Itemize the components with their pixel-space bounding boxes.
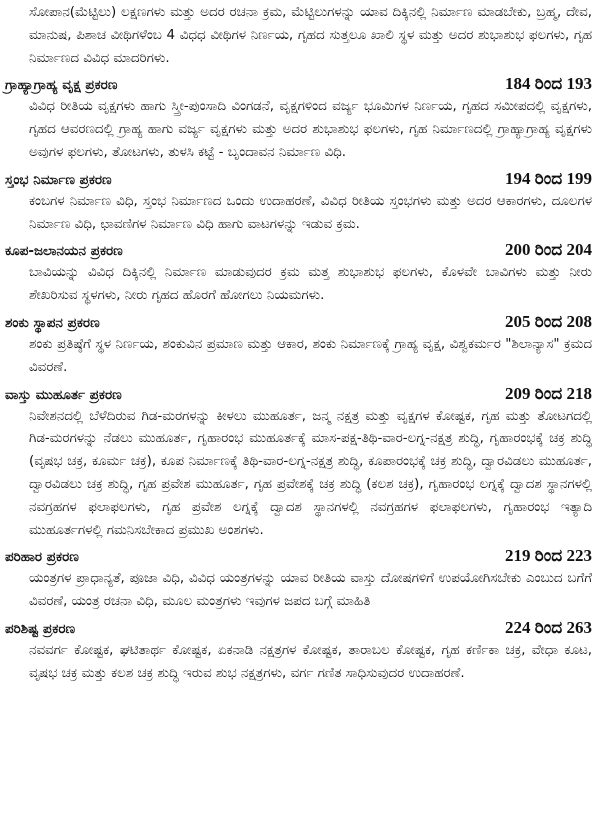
contents-section	[5, 310, 592, 380]
section-title: ಶಂಕು ಸ್ಥಾಪನ ಪ್ರಕರಣ	[5, 314, 100, 331]
section-heading	[5, 382, 592, 406]
contents-section	[5, 616, 592, 686]
section-heading	[5, 616, 592, 640]
section-page-range: 209 ರಿಂದ 218	[505, 383, 592, 403]
intro-paragraph: ಸೋಪಾನ(ಮೆಟ್ಟಿಲು) ಲಕ್ಷಣಗಳು ಮತ್ತು ಅದರ ರಚನಾ ಕ್ರಮ, ಮೆಟ್ಟಿಲುಗಳನ್ನು ಯಾವ ದಿಕ್ಕಿನಲ್ಲಿ ನಿರ್ಮಾಣ ಮಾಡಬೇಕು, ಬ್ರಹ್ಮ, ದೇವ, ಮಾನುಷ, ಪಿಶಾಚ ವೀಥಿಗಳೆಂಬ 4 ವಿಧಧ ವೀಥಿಗಳ ನಿರ್ಣಯ, ಗೃಹದ ಸುತ್ತಲೂ ಖಾಲಿ ಸ್ಥಳ ಮತ್ತು ಅದರ ಶುಭಾಶುಭ ಫಲಗಳು, ಗೃಹ ನಿರ್ಮಾಣದ ವಿವಿಧ ಮಾದರಿಗಳು.	[29, 5, 592, 66]
contents-section	[5, 167, 592, 237]
section-list	[5, 72, 592, 685]
contents-section	[5, 238, 592, 308]
section-description: ಯಂತ್ರಗಳ ಪ್ರಾಧಾನ್ಯತೆ, ಪೂಜಾ ವಿಧಿ, ವಿವಿಧ ಯಂತ್ರಗಳನ್ನು ಯಾವ ರೀತಿಯ ವಾಸ್ತು ದೋಷಗಳಿಗೆ ಉಪಯೋಗಿಸಬೇಕು ಎಂಬುದ ಬಗೆಗೆ ವಿವರಣೆ, ಯಂತ್ರ ರಚನಾ ವಿಧಿ, ಮೂಲ ಮಂತ್ರಗಳು ಇವುಗಳ ಜಪದ ಬಗ್ಗೆ ಮಾಹಿತಿ	[29, 571, 592, 610]
contents-section	[5, 382, 592, 543]
section-title: ಸ್ತಂಭ ನಿರ್ಮಾಣ ಪ್ರಕರಣ	[5, 171, 112, 188]
section-description: ಶಂಕು ಪ್ರತಿಷ್ಠೆಗೆ ಸ್ಥಳ ನಿರ್ಣಯ, ಶಂಕುವಿನ ಪ್ರಮಾಣ ಮತ್ತು ಆಕಾರ, ಶಂಕು ನಿರ್ಮಾಣಕ್ಕೆ ಗ್ರಾಹ್ಯ ವೃಕ್ಷ, ವಿಶ್ವಕರ್ಮರ "ಶಿಲಾನ್ಯಾಸ" ಕ್ರಮದ ವಿವರಣೆ.	[29, 336, 592, 375]
section-heading	[5, 544, 592, 568]
section-page-range: 194 ರಿಂದ 199	[505, 168, 592, 188]
section-page-range: 184 ರಿಂದ 193	[505, 74, 592, 94]
section-title: ಪರಿಹಾರ ಪ್ರಕರಣ	[5, 549, 79, 566]
section-description: ನಿವೇಶನದಲ್ಲಿ ಬೆಳೆದಿರುವ ಗಿಡ-ಮರಗಳನ್ನು ಕೀಳಲು ಮುಹೂರ್ತ, ಜನ್ಮ ನಕ್ಷತ್ರ ಮತ್ತು ವೃಕ್ಷಗಳ ಕೋಷ್ಟಕ, ಗೃಹ ಮತ್ತು ತೋಟಗದಲ್ಲಿ ಗಿಡ-ಮರಗಳನ್ನು ನೆಡಲು ಮುಹೂರ್ತ, ಗೃಹಾರಂಭ ಮುಹೂರ್ತಕ್ಕೆ ಮಾಸ-ಪಕ್ಷ-ತಿಥಿ-ವಾರ-ಲಗ್ನ-ನಕ್ಷತ್ರ ಶುದ್ಧಿ, ಗೃಹಾರಂಭಕ್ಕೆ ಚಕ್ರ ಶುದ್ಧಿ (ವೃಷಭ ಚಕ್ರ, ಕೂರ್ಮ ಚಕ್ರ), ಕೂಪ ನಿರ್ಮಾಣಕ್ಕೆ ತಿಥಿ-ವಾರ-ಲಗ್ನ-ನಕ್ಷತ್ರ ಶುದ್ಧಿ, ಕೂಪಾರಂಭಕ್ಕೆ ಚಕ್ರ ಶುದ್ಧಿ, ದ್ವಾರವಿಡಲು ಮುಹೂರ್ತ, ದ್ವಾರವಿಡಲು ಚಕ್ರ ಶುದ್ಧಿ, ಗೃಹ ಪ್ರವೇಶ ಮುಹೂರ್ತ, ಗೃಹ ಪ್ರವೇಶಕ್ಕೆ ಚಕ್ರ ಶುದ್ಧಿ (ಕಲಶ ಚಕ್ರ), ಗೃಹಾರಂಭ ಲಗ್ನಕ್ಕೆ ದ್ವಾದಶ ಸ್ಥಾನಗಳಲ್ಲಿ ನವಗ್ರಹಗಳ ಫಲಾಫಲಗಳು, ಗೃಹ ಪ್ರವೇಶ ಲಗ್ನಕ್ಕೆ ದ್ವಾದಶ ಸ್ಥಾನಗಳಲ್ಲಿ ನವಗ್ರಹಗಳ ಫಲಾಫಲಗಳು, ಗೃಹಾರಂಭ ಇತ್ಯಾದಿ ಮುಹೂರ್ತಗಳಲ್ಲಿ ಗಮನಿಸಬೇಕಾದ ಪ್ರಮುಖ ಅಂಶಗಳು.	[29, 408, 592, 538]
section-description: ಬಾವಿಯನ್ನು ವಿವಿಧ ದಿಕ್ಕಿನಲ್ಲಿ ನಿರ್ಮಾಣ ಮಾಡುವುದರ ಕ್ರಮ ಮತ್ತ ಶುಭಾಶುಭ ಫಲಗಳು, ಕೊಳವೇ ಬಾವಿಗಳು ಮತ್ತು ನೀರು ಶೇಖರಿಸುವ ಸ್ಥಳಗಳು, ನೀರು ಗೃಹದ ಹೊರಗೆ ಹೋಗಲು ನಿಯಮಗಳು.	[29, 265, 592, 304]
section-title: ಗ್ರಾಹ್ಯಾಗ್ರಾಹ್ಯ ವೃಕ್ಷ ಪ್ರಕರಣ	[5, 77, 118, 94]
section-description: ಕಂಬಗಳ ನಿರ್ಮಾಣ ವಿಧಿ, ಸ್ತಂಭ ನಿರ್ಮಾಣದ ಒಂದು ಉದಾಹರಣೆ, ವಿವಿಧ ರೀತಿಯ ಸ್ತಂಭಗಳು ಮತ್ತು ಅದರ ಆಕಾರಗಳು, ದೂಲಗಳ ನಿರ್ಮಾಣ ವಿಧಿ, ಛಾವಣಿಗಳ ನಿರ್ಮಾಣ ವಿಧಿ ಹಾಗು ವಾಟಗಳನ್ನು ಇಡುವ ಕ್ರಮ.	[29, 193, 592, 232]
section-heading	[5, 310, 592, 334]
section-page-range: 205 ರಿಂದ 208	[505, 311, 592, 331]
section-page-range: 219 ರಿಂದ 223	[505, 546, 592, 566]
section-heading	[5, 238, 592, 262]
section-description: ನವವರ್ಗ ಕೋಷ್ಟಕ, ಘಟಿತಾರ್ಥ ಕೋಷ್ಟಕ, ಏಕನಾಡಿ ನಕ್ಷತ್ರಗಳ ಕೋಷ್ಟಕ, ತಾರಾಬಲ ಕೋಷ್ಟಕ, ಗೃಹ ಕರ್ಣಿಕಾ ಚಕ್ರ, ವೇಧಾ ಕೂಟ, ವೃಷಭ ಚಕ್ರ ಮತ್ತು ಕಲಶ ಚಕ್ರ ಶುದ್ಧಿ ಇರುವ ಶುಭ ನಕ್ಷತ್ರಗಳು, ವರ್ಗ ಗಣಿತ ಸಾಧಿಸುವುದರ ಉದಾಹರಣೆ.	[29, 642, 592, 681]
section-heading	[5, 167, 592, 191]
section-title: ಪರಿಶಿಷ್ಟ ಪ್ರಕರಣ	[5, 620, 76, 637]
contents-section	[5, 72, 592, 164]
section-title: ಕೂಪ-ಜಲಾನಯನ ಪ್ರಕರಣ	[5, 243, 123, 260]
section-title: ವಾಸ್ತು ಮುಹೂರ್ತ ಪ್ರಕರಣ	[5, 386, 122, 403]
section-heading	[5, 72, 592, 96]
section-description: ವಿವಿಧ ರೀತಿಯ ವೃಕ್ಷಗಳು ಹಾಗು ಸ್ತ್ರೀ-ಪುಂಸಾದಿ ವಿಂಗಡನೆ, ವೃಕ್ಷಗಳಿಂದ ವರ್ಜ್ಯ ಭೂಮಿಗಳ ನಿರ್ಣಯ, ಗೃಹದ ಸಮೀಪದಲ್ಲಿ ವೃಕ್ಷಗಳು, ಗೃಹದ ಆವರಣದಲ್ಲಿ ಗ್ರಾಹ್ಯ ಹಾಗು ವರ್ಜ್ಯ ವೃಕ್ಷಗಳು ಮತ್ತು ಅದರ ಶುಭಾಶುಭ ಫಲಗಳು, ಗೃಹ ನಿರ್ಮಾಣದಲ್ಲಿ ಗ್ರಾಹ್ಯಾಗ್ರಾಹ್ಯ ವೃಕ್ಷಗಳು ಅವುಗಳ ಫಲಗಳು, ತೋಟಗಳು, ತುಳಸಿ ಕಟ್ಟೆ - ಬೃಂದಾವನ ನಿರ್ಮಾಣ ವಿಧಿ.	[29, 99, 592, 160]
section-page-range: 224 ರಿಂದ 263	[505, 617, 592, 637]
contents-section	[5, 544, 592, 614]
section-page-range: 200 ರಿಂದ 204	[505, 240, 592, 260]
